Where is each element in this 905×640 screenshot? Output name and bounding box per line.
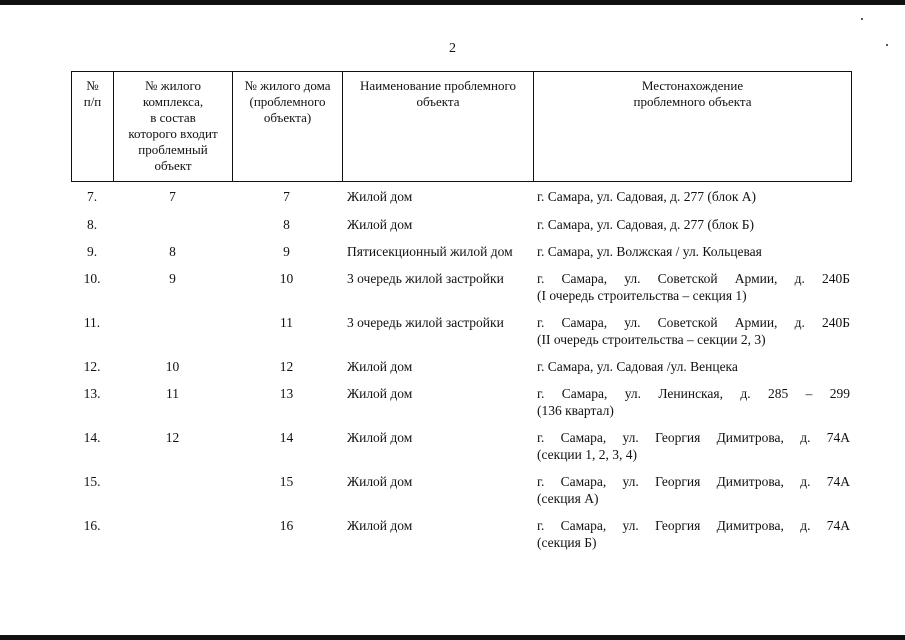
row-location [537,385,850,419]
row-location-line: г. Самара, ул. Садовая, д. 277 (блок А) [537,189,757,204]
row-number: 9. [86,244,98,259]
header-house [233,72,343,181]
row-location-line: (секции 1, 2, 3, 4) [537,447,637,462]
header-complex [114,72,233,181]
row-object-name: 3 очередь жилой застройки [347,315,504,330]
row-location [537,517,850,551]
row-number: 14. [83,430,101,445]
row-location-line: г. Самара, ул. Садовая, д. 277 (блок Б) [537,217,755,232]
row-number: 11. [83,315,101,330]
row-location [537,188,850,205]
row-complex-number: 9 [169,271,176,286]
table-header [71,71,852,182]
row-complex-number: 10 [165,359,180,374]
row-location-line: г. Самара, ул. Георгия Димитрова, д. 74А [537,518,850,533]
header-num [72,72,114,181]
row-complex-number: 12 [165,430,180,445]
row-location [537,473,850,507]
row-house-number: 9 [283,244,290,259]
row-object-name: Жилой дом [347,518,413,533]
header-location-label: Местонахождение проблемного объекта [633,78,752,109]
row-object-name: Жилой дом [347,430,413,445]
row-object-name: Жилой дом [347,217,413,232]
row-house-number: 14 [279,430,294,445]
row-location [537,358,850,375]
row-location-line: г. Самара, ул. Волжская / ул. Кольцевая [537,244,762,259]
header-num-label: № п/п [83,78,102,109]
header-name [343,72,534,181]
row-location [537,429,850,463]
row-house-number: 16 [279,518,294,533]
row-location-line: г. Самара, ул. Садовая /ул. Венцека [537,359,738,374]
row-location-line: (I очередь строительства – секция 1) [537,288,747,303]
row-object-name: Пятисекционный жилой дом [347,244,513,259]
row-number: 16. [83,518,101,533]
row-number: 8. [86,217,98,232]
row-location-line: г. Самара, ул. Георгия Димитрова, д. 74А [537,474,850,489]
row-object-name: Жилой дом [347,474,413,489]
row-location [537,270,850,304]
row-location [537,243,850,260]
row-house-number: 11 [280,315,293,330]
row-house-number: 10 [279,271,294,286]
row-complex-number: 8 [169,244,176,259]
row-house-number: 13 [279,386,294,401]
row-location-line: (136 квартал) [537,403,614,418]
header-name-label: Наименование проблемного объекта [360,78,516,109]
header-complex-label: № жилого комплекса, в состав которого входит проблемный объект [128,78,218,173]
row-object-name: Жилой дом [347,359,413,374]
row-house-number: 7 [283,189,290,204]
row-object-name: Жилой дом [347,189,413,204]
scan-top-border [0,0,905,5]
row-object-name: 3 очередь жилой застройки [347,271,504,286]
row-location-line: (секция А) [537,491,599,506]
row-object-name: Жилой дом [347,386,413,401]
row-house-number: 8 [283,217,290,232]
page-number: 2 [449,41,456,56]
row-number: 15. [83,474,101,489]
row-location-line: г. Самара, ул. Георгия Димитрова, д. 74А [537,430,850,445]
row-number: 12. [83,359,101,374]
row-house-number: 12 [279,359,294,374]
row-number: 10. [83,271,101,286]
row-location [537,314,850,348]
row-location-line: г. Самара, ул. Ленинская, д. 285 – 299 [537,386,850,401]
header-house-label: № жилого дома (проблемного объекта) [244,78,331,125]
row-complex-number: 11 [166,386,179,401]
row-location [537,216,850,233]
row-location-line: (секция Б) [537,535,597,550]
header-location [534,72,851,181]
scan-bottom-border [0,635,905,640]
row-number: 13. [83,386,101,401]
row-house-number: 15 [279,474,294,489]
row-location-line: г. Самара, ул. Советской Армии, д. 240Б [537,271,850,286]
scan-speck [861,18,863,20]
row-number: 7. [86,189,98,204]
row-location-line: г. Самара, ул. Советской Армии, д. 240Б [537,315,850,330]
row-complex-number: 7 [169,189,176,204]
row-location-line: (II очередь строительства – секции 2, 3) [537,332,766,347]
